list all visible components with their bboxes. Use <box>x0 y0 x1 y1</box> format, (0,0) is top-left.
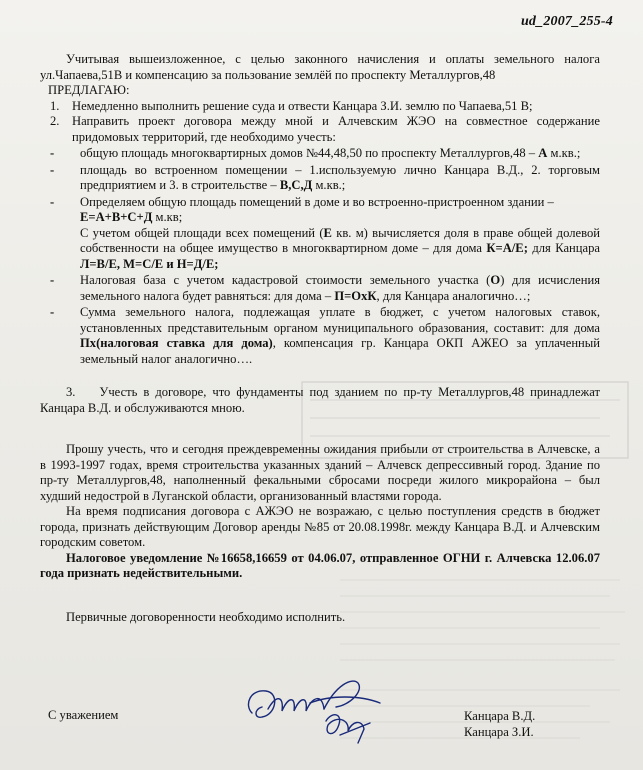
list-text: Учесть в договоре, что фундаменты под зданием по пр-ту Металлургов,48 принадлежат Канцара В.Д. и обслуживаются мною. <box>40 385 601 415</box>
dash-text: общую площадь многоквартирных домов №44,48,50 по проспекту Металлургов,48 – <box>80 146 536 160</box>
signer-name: Канцара В.Д. <box>464 709 536 723</box>
share-calculation <box>40 226 600 273</box>
text: Сумма земельного налога, подлежащая уплате в бюджет, с учетом налоговых ставок, установленных представительным органом муниципального образования, составит: для дома <box>80 305 600 335</box>
spacer <box>40 367 600 385</box>
spacer <box>40 416 600 442</box>
paragraph-tax-notice <box>40 551 600 582</box>
list-number: 2. <box>50 114 60 128</box>
dash-marker: - <box>50 194 55 209</box>
intro-paragraph: Учитывая вышеизложенное, с целью законного начисления и оплаты земельного налога ул.Чапаева,51В и компенсацию за пользование землёй по проспекту Металлургов,48 <box>40 52 600 82</box>
text: , компенсация гр. Канцара ОКП АЖЕО за уплаченный земельный налог аналогично…. <box>80 336 600 366</box>
document-id: ud_2007_255-4 <box>520 14 613 29</box>
text: для Канцара <box>532 241 600 255</box>
list-number: 3. <box>66 385 76 399</box>
text: , для Канцара аналогично…; <box>376 288 531 303</box>
spacer <box>40 582 600 610</box>
list-item-1 <box>40 99 600 115</box>
list-text: Направить проект договора между мной и Алчевским ЖЭО на совместное содержание придомовых территорий, где необходимо учесть: <box>72 114 600 144</box>
dash-text: Определяем общую площадь помещений в доме и во встроенно-пристроенном здании – <box>80 194 554 209</box>
list-item-3 <box>40 385 600 416</box>
list-text: Немедленно выполнить решение суда и отвести Канцара З.И. землю по Чапаева,51 В; <box>72 98 533 113</box>
dash-marker: - <box>50 273 55 287</box>
dash-item-area-houses <box>40 146 600 162</box>
dash-item-area-builtin <box>40 163 600 194</box>
handwritten-signature <box>240 665 390 755</box>
propose-heading: ПРЕДЛАГАЮ: <box>48 83 130 97</box>
dash-marker: - <box>50 146 55 160</box>
dash-item-tax-sum <box>40 305 600 367</box>
signer-name: Канцара З.И. <box>464 725 534 739</box>
dash-marker: - <box>50 305 55 319</box>
letter-body <box>40 52 600 625</box>
paragraph-request: Прошу учесть, что и сегодня преждевременны ожидания прибыли от строительства в Алчевске, а в 1993-1997 годах, время строительства указанных зданий – Алчевск депрессивный город. Здание по пр-ту Металлургов,48, наполненный фекальными сбросами посреди жилого микрорайона – был худший недострой в Луганской области, организованный властями города. <box>40 442 600 503</box>
unit-text: м.кв.; <box>550 146 581 160</box>
dash-item-tax-base <box>40 273 600 304</box>
dash-marker: - <box>50 162 55 177</box>
variable-a: А <box>538 146 548 160</box>
formula-tax: Пх(налоговая ставка для дома) <box>80 336 273 350</box>
unit-text: м.кв; <box>155 210 183 224</box>
paragraph-lease: На время подписания договора с АЖЭО не возражаю, с целью поступления средств в бюджет города, признать действующим Договор аренды №85 от 20.08.1998г. между Канцара В.Д. и Алчевским городским советом. <box>40 504 600 549</box>
formula-p: П=ОхК <box>334 288 377 303</box>
formula-e: Е=А+В+С+Д <box>80 210 153 224</box>
text: ) для исчисления земельного налога будет равняться: для дома – <box>80 273 600 303</box>
dash-text: площадь во встроенном помещении – 1.используемую лично Канцара В.Д., 2. торговым предприятием и 3. в строительстве – <box>80 162 600 192</box>
variable-e: Е <box>323 225 332 240</box>
text: кв. м) вычисляется доля в праве общей долевой собственности на общее имущество в многоквартирном доме – для дома <box>80 225 600 255</box>
signer-names <box>464 708 535 740</box>
paragraph-agreements: Первичные договоренности необходимо исполнить. <box>66 609 346 624</box>
formula-lmn: Л=В/Е, М=С/Е и Н=Д/Е; <box>80 256 219 271</box>
variable-bcd: В,С,Д <box>279 178 313 192</box>
dash-item-total-area <box>40 195 600 226</box>
unit-text: м.кв.; <box>315 178 346 192</box>
list-item-2 <box>40 114 600 145</box>
list-number: 1. <box>50 98 60 113</box>
text: С учетом общей площади всех помещений ( <box>80 225 324 240</box>
closing-phrase: С уважением <box>48 708 119 722</box>
formula-k: К=А/Е; <box>486 241 528 255</box>
text: Налоговая база с учетом кадастровой стоимости земельного участка ( <box>80 273 491 287</box>
bold-text: Налоговое уведомление №16658,16659 от 04.06.07, отправленное ОГНИ г. Алчевска 12.06.07 года признать недействительными. <box>40 550 600 580</box>
variable-o: О <box>490 273 501 287</box>
